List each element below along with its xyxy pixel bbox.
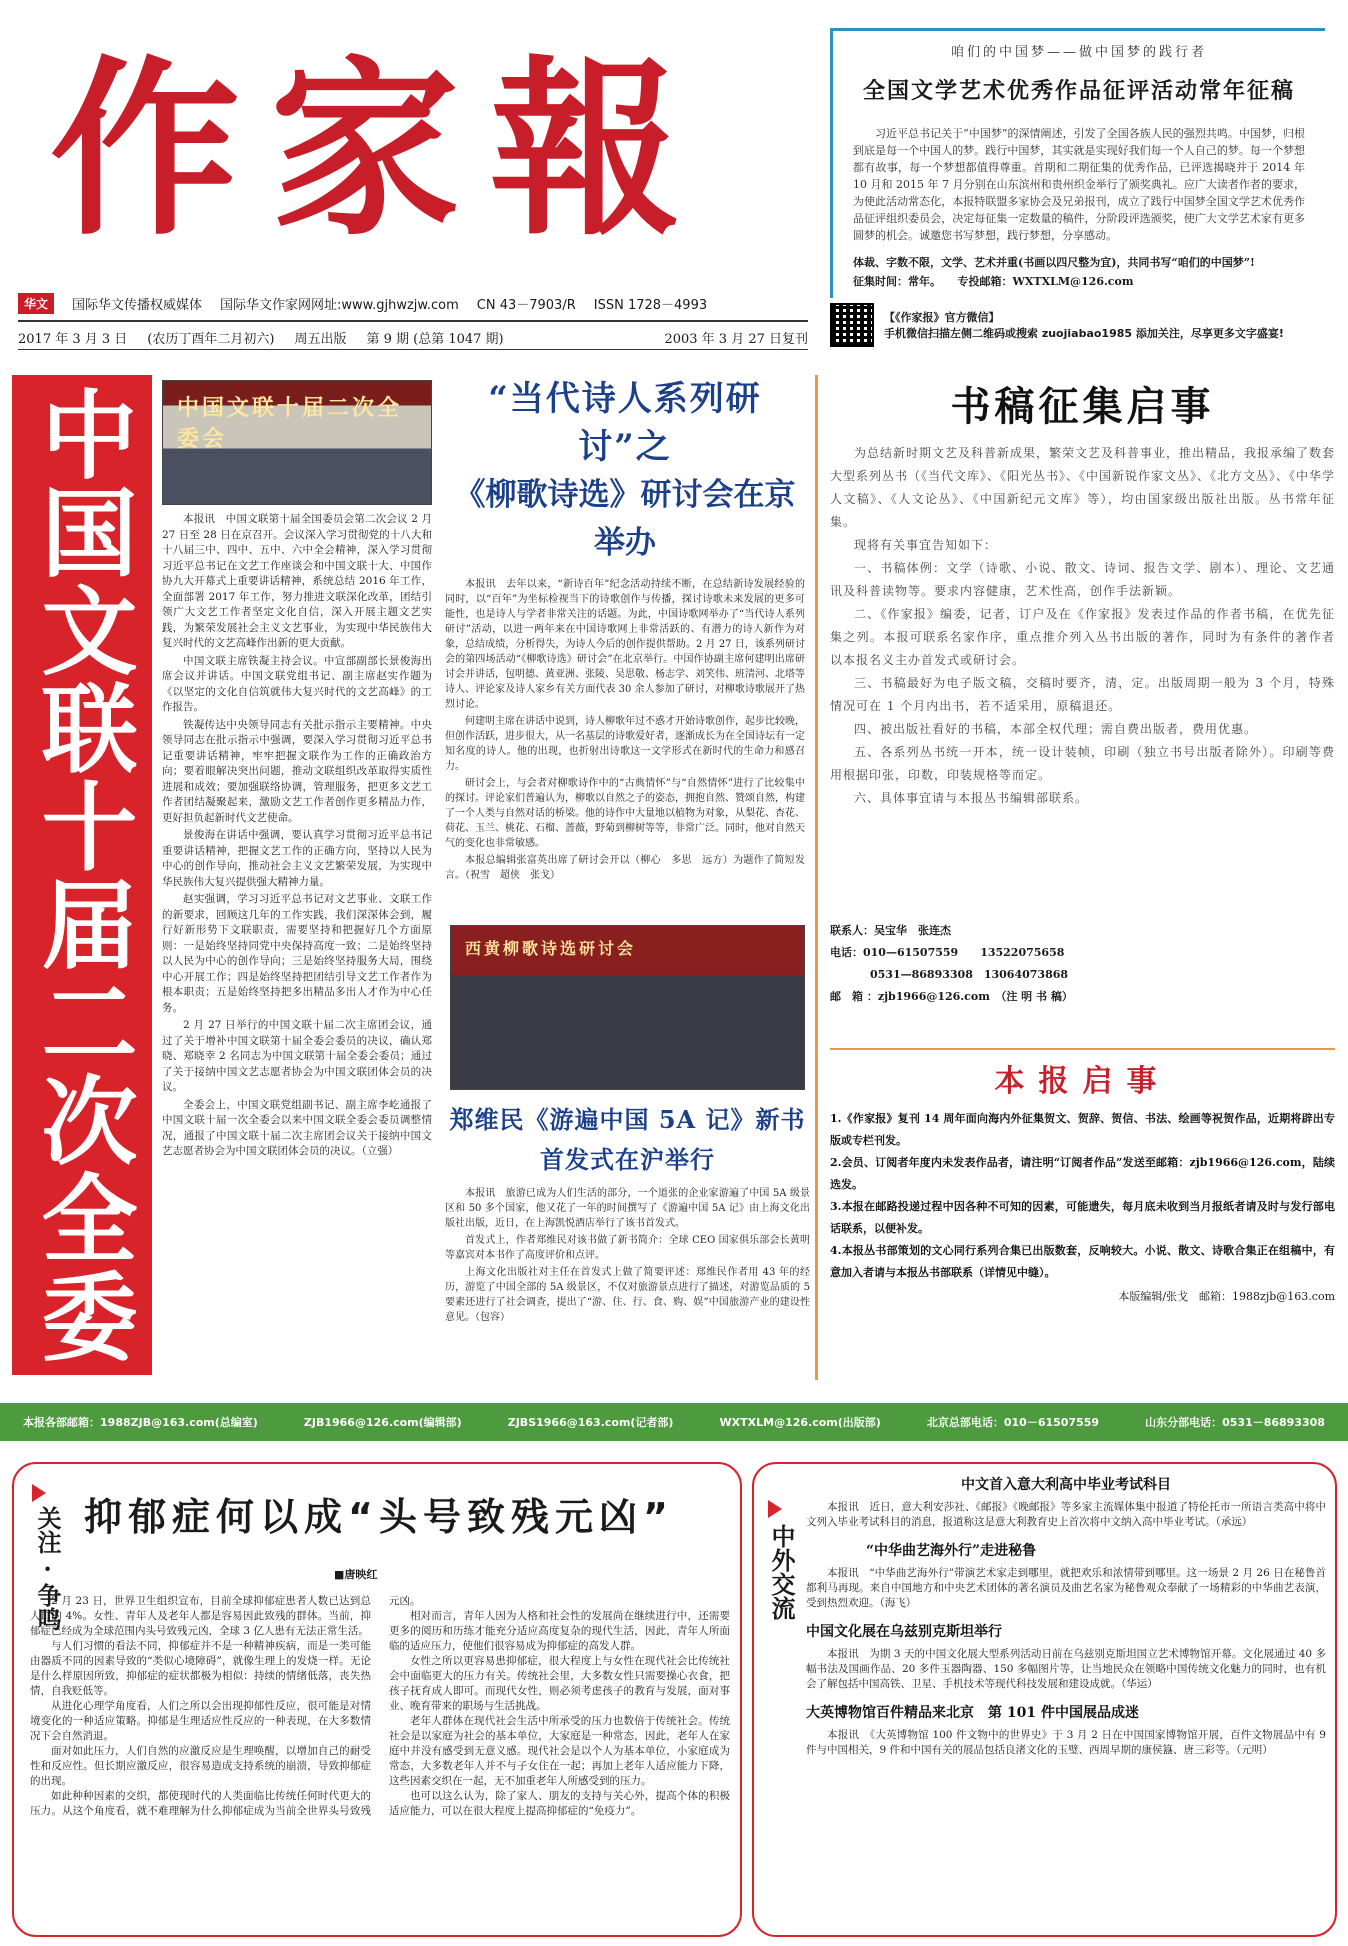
issue-number: 第 9 期 (总第 1047 期) [366, 332, 504, 347]
triangle-icon [768, 1500, 782, 1518]
exchange-headline: 中文首入意大利高中毕业考试科目 [961, 1477, 1171, 1493]
poetry-photo [450, 925, 805, 1090]
solicit-contact: 联系人：吴宝华 张连杰 [830, 924, 951, 937]
solicit-notice [830, 375, 1335, 1025]
qr-code-icon[interactable] [830, 303, 874, 347]
lead-photo [162, 380, 432, 505]
lunar-date: (农历丁酉年二月初六) [147, 332, 275, 347]
lead-paragraph: 赵实强调，学习习近平总书记对文艺事业、文联工作的新要求，回顾这几年的工作实践，我们深深体会到，履行好新形势下文联职责，需要坚持和把握好几个方面原则：一是始终坚持同党中央保持高度一致；二是始终坚持以人民为中心的创作导向；三是始终坚持服务大局，围绕中心开展工作；四是始终坚持把团结引导文艺工作者作为根本职责；五是始终坚持把多出精品多出人才作为中心任务。 [162, 893, 432, 1014]
poetry-article [445, 375, 805, 915]
book-launch-body [445, 1186, 810, 1411]
cn-number: CN 43－7903/R [476, 298, 576, 313]
promo-body: 习近平总书记关于“中国梦”的深情阐述，引发了全国各族人民的强烈共鸣。中国梦，归根到底是每一个中国人的梦。践行中国梦，其实就是实现好我们每一个人自己的梦。每一个梦想都有故事，每一个梦想都值得尊重。首期和二期征集的优秀作品，已评选揭晓并于 2014 年 10 月和 2015 年 7 月分别在山东滨州和贵州织金举行了颁奖典礼。应广大读者作者的要求，为使此活动常态化，本报特联盟多家协会及兄弟报刊，成立了践行中国梦全国文学艺术优秀作品征评组织委员会，决定每征集一定数量的稿件，分阶段评选颁奖，使广大文学艺术家有更多圆梦的机会。诚邀您书写梦想，践行梦想，分享感动。 [853, 127, 1305, 242]
poetry-headline-1: “当代诗人系列研讨”之 [488, 379, 762, 467]
notice-body [830, 1108, 1335, 1284]
solicit-phone-1: 电话：010—61507559 13522075658 [830, 946, 1065, 959]
publication-info [18, 293, 808, 314]
promo-email-note: 征集时间：常年。 专投邮箱：WXTXLM@126.com [853, 275, 1134, 288]
solicit-paragraph: 四、被出版社看好的书稿，本部全权代理；需自费出版者，费用优惠。 [854, 722, 1258, 736]
lead-paragraph: 中国文联主席铁凝主持会议。中宣部副部长景俊海出席会议并讲话。中国文联党组书记、副主席赵实作题为《以坚定的文化自信筑就伟大复兴时代的文艺高峰》的工作报告。 [162, 654, 432, 713]
solicit-paragraph: 现将有关事宜告知如下： [854, 538, 998, 552]
promo-box [830, 28, 1325, 298]
lead-paragraph: 铁凝传达中央领导同志有关批示指示主要精神。中央领导同志在批示指示中强调，要深入学习贯彻习近平总书记重要讲话精神，牢牢把握文联作为工作的正确政治方向；要着眼解决突出问题，推动文联组织改革取得实质性进展和成效；要加强联络协调，管理服务，把更多文艺工作者团结凝聚起来，激励文艺工作者创作更多精品力作，更好担负起新时代文艺使命。 [162, 718, 432, 824]
promo-note: 体裁、字数不限，文学、艺术并重(书画以四尺整为宜)，共同书写“咱们的中国梦”! [853, 256, 1255, 269]
exchange-headline: “中华曲艺海外行”走进秘鲁 [866, 1543, 1037, 1559]
book-launch-paragraph: 本报讯 旅游已成为人们生活的部分，一个道张的企业家游遍了中国 5A 级景区和 50 多个国家，他又花了一年的时间撰写了《游遍中国 5A 记》由上海文化出版社出版，近日，在上海凯悦酒店举行了该书首发式。 [445, 1188, 810, 1229]
lead-paragraph: 全委会上，中国文联党组副书记、副主席李屹通报了中国文联十届一次全委会以来中国文联全委会委员调整情况，通报了中国文联十届二次主席团会议关于接纳中国文艺志愿者协会为中国文联团体会员的决议。（立强） [162, 1098, 432, 1157]
lead-paragraph: 2 月 27 日举行的中国文联十届二次主席团会议，通过了关于增补中国文联第十届全委会委员的决议，确认郑晓、郑晓幸 2 名同志为中国文联第十届全委会委员；通过了关于接纳中国文艺志愿者协会为中国文联团体会员的决议。 [162, 1019, 432, 1093]
contact-item: 本报各部邮箱：1988ZJB@163.com(总编室) [23, 1416, 258, 1429]
issue-line [18, 320, 808, 350]
wechat-row [830, 300, 1330, 350]
exchange-text: 本报讯 近日，意大利安莎社、《邮报》《晚邮报》等多家主流媒体集中报道了特伦托市一所语言类高中将中文列入毕业考试科目的消息，报道称这是意大利教育史上首次将中文纳入高中毕业考试。（承远） [806, 1501, 1326, 1528]
contact-item: 山东分部电话：0531－86893308 [1145, 1416, 1325, 1429]
poetry-paragraph: 本报讯 去年以来，“新诗百年”纪念活动持续不断，在总结新诗发展经验的同时，以“百年”为坐标检视当下的诗歌创作与传播，探讨诗歌未来发展的更多可能性，也是诗人与学者非常关注的话题。为此，中国诗歌网举办了“当代诗人系列研讨”活动，以进一两年来在中国诗歌网上非常活跃的、有潜力的诗人新作为对象，总结成绩，分析得失，为诗人今后的创作提供帮助。2 月 27 日，该系列研讨会的第四场活动“《柳歌诗选》研讨会”在北京举行。中国作协副主席何建明出席研讨会并讲话，包明德、黄亚洲、张陵、吴思敬、杨志学、刘笑伟、班清河、北塔等诗人、评论家及诗人家乡有关方面代表 30 余人参加了研讨，对柳歌诗歌展开了热烈讨论。 [445, 579, 805, 710]
contact-item: WXTXLM@126.com(出版部) [719, 1416, 881, 1429]
notice-title: 本报启事 [994, 1064, 1171, 1099]
lead-photo-caption: 中国文联十届二次全委会 [177, 396, 403, 452]
depression-paragraph: 女性之所以更容易患抑郁症，很大程度上与女性在现代社会比传统社会中面临更大的压力有关。传统社会里，大多数女性只需要操心衣食，把孩子抚育成人即可。而现代女性，则必须考虑孩子的教育与发展，面对事业、晚育带来的职场与生活挑战。 [389, 1655, 730, 1712]
contact-item: ZJBS1966@163.com(记者部) [507, 1416, 674, 1429]
depression-paragraph: 与人们习惯的看法不同，抑郁症并不是一种精神疾病，而是一类可能由器质不同的因素导致的“类似心境障碍”，就像生理上的发烧一样。无论是什么样原因所致，抑郁症的症状都极为相似：持续的情绪低落，丧失热情，自我贬低等。 [30, 1640, 371, 1697]
contact-bar [0, 1403, 1348, 1441]
exchange-headline: 大英博物馆百件精品来北京 第 101 件中国展品成迷 [806, 1705, 1139, 1721]
depression-paragraph: 从进化心理学角度看，人们之所以会出现抑郁性反应，很可能是对情境变化的一种适应策略。抑郁是生理适应性反应的一种表现，在大多数情况下会自然消退。 [30, 1700, 371, 1742]
solicit-paragraph: 五、各系列丛书统一开本，统一设计装帧，印刷（独立书号出版者除外）。印刷等费用根据印张，印数，印装规格等而定。 [830, 745, 1335, 782]
masthead [0, 0, 1348, 370]
book-launch-article [445, 1100, 810, 1380]
book-launch-headline: 郑维民《游遍中国 5A 记》新书首发式在沪举行 [449, 1105, 806, 1174]
notice-item: 2.会员、订阅者年度内未发表作品者，请注明“订阅者作品”发送至邮箱：zjb1966@126.com，陆续选发。 [830, 1156, 1335, 1191]
lead-headline: 中国文联十届二次全委 [12, 375, 152, 1375]
depression-section [12, 1462, 742, 1937]
solicit-email[interactable]: 邮 箱 ：zjb1966@126.com （注 明 书 稿） [830, 990, 1073, 1003]
wechat-title: 【《作家报》官方微信】 [884, 311, 1000, 324]
poetry-paragraph: 何建明主席在讲话中说到，诗人柳歌年过不惑才开始诗歌创作，起步比较晚，但创作活跃，进步很大，从一名基层的诗歌爱好者，逐渐成长为在全国诗坛有一定知名度的诗人。他的出现，也折射出诗歌这一文学形式在新时代的生命力和感召力。 [445, 716, 805, 772]
notice-item: 4.本报丛书部策划的文心同行系列合集已出版数套，反响较大。小说、散文、诗歌合集正在组稿中，有意加入者请与本报丛书部联系（详情见中缝）。 [830, 1244, 1335, 1279]
poetry-photo-caption: 西黄柳歌诗选研讨会 [465, 939, 637, 958]
lead-article [162, 512, 432, 1377]
weekday: 周五出版 [294, 332, 347, 347]
poetry-paragraph: 本报总编辑张富英出席了研讨会开以（柳心 多思 远方）为题作了简短发言。（祝雪 超侠 张戈） [445, 855, 805, 881]
solicit-paragraph: 二、《作家报》编委，记者，订户及在《作家报》发表过作品的作者书稿，在优先征集之列。本报可联系名家作序，重点推介列入丛书出版的著作，同时为有条件的著作者以本报名义主办首发式或研讨会。 [830, 607, 1335, 667]
solicit-paragraph: 为总结新时期文艺及科普新成果，繁荣文艺及科普事业，推出精品，我报承编了数套大型系列丛书（《当代文库》、《阳光丛书》、《中国新锐作家文丛》、《北方文丛》、《中华学人文稿》、《人文论丛》、《中国新纪元文库》等），均由国家级出版社出版。丛书常年征集。 [830, 446, 1335, 529]
exchange-text: 本报讯 《大英博物馆 100 件文物中的世界史》于 3 月 2 日在中国国家博物馆开展，百件文物展品中有 9 件与中国相关，9 件和中国有关的展品包括良渚文化的玉璧、西周早期的康侯簋、唐三彩等。（元明） [806, 1729, 1326, 1756]
exchange-text: 本报讯 为期 3 天的中国文化展大型系列活动日前在乌兹别克斯坦国立艺术博物馆开幕。文化展通过 40 多幅书法及国画作品、20 多件玉器陶器、150 多幅图片等，让当地民众在领略中国传统文化魅力的同时，也有机会了解包括中国高铁、卫星、手机技术等现代科技发展和建设成就。（华运） [806, 1648, 1326, 1690]
depression-body [30, 1594, 730, 1924]
solicit-title: 书稿征集启事 [950, 383, 1215, 430]
wechat-text: 手机微信扫描左侧二维码或搜索 zuojiabao1985 添加关注，尽享更多文字盛宴! [884, 327, 1284, 340]
notice-box [830, 1048, 1335, 1383]
solicit-body [830, 442, 1335, 912]
exchange-section [752, 1462, 1337, 1937]
section-tag: 中外交流 [767, 1524, 796, 1620]
issue-date: 2017 年 3 月 3 日 [18, 332, 128, 347]
lead-paragraph: 景俊海在讲话中强调，要认真学习贯彻习近平总书记重要讲话精神，把握文艺工作的正确方向，坚持以人民为中心的创作导向，推动社会主义文艺繁荣发展，为实现中华民族伟大复兴提供强大精神力量。 [162, 829, 432, 888]
org-badge: 华文 [18, 293, 54, 314]
page-editor: 本版编辑/张戈 邮箱：1988zjb@163.com [1118, 1290, 1335, 1303]
poetry-paragraph: 研讨会上，与会者对柳歌诗作中的“古典情怀”与“自然情怀”进行了比较集中的探讨。评论家们普遍认为，柳歌以自然之子的姿态，拥抱自然、赞颂自然，构建了一个人类与自然对话的桥梁。他的诗作中大量地以植物为对象，从梨花、杏花、荷花、玉兰、桃花、石榴、蔷薇，野菊到柳树等等，非常广泛。同时，他对自然天气的变化也非常敏感。 [445, 778, 805, 849]
section-tag: 关注·争鸣 [33, 1506, 62, 1631]
triangle-icon [32, 1484, 46, 1502]
exchange-text: 本报讯 “中华曲艺海外行”带演艺术家走到哪里，就把欢乐和浓情带到哪里。这一场景 2 月 26 日在秘鲁首都利马再现。来自中国地方和中央艺术团体的著名演员及曲艺名家为秘鲁观众奉献了一场精彩的中华曲艺表演，受到热烈欢迎。（海飞） [806, 1567, 1326, 1609]
solicit-phone-2: 0531—86893308 13064073868 [870, 968, 1069, 981]
book-launch-paragraph: 上海文化出版社对主任在首发式上做了简要评述：郑维民作者用 43 年的经历，游览了中国全部的 5A 级景区，不仅对旅游景点进行了描述，对游览品质的 5 要素还进行了社会调查，提出了“游、住、行、食、购、娱”中国旅游产业的建设性意见。（包容） [445, 1267, 810, 1323]
exchange-headline: 中国文化展在乌兹别克斯坦举行 [806, 1624, 1002, 1640]
promo-subtitle: 咱们的中国梦——做中国梦的践行者 [950, 45, 1207, 60]
book-launch-paragraph: 首发式上，作者郑维民对该书做了新书简介：全球 CEO 国家俱乐部会长黄明等嘉宾对本书作了高度评价和点评。 [445, 1235, 810, 1261]
depression-paragraph: 如此种种因素的交织，都使现时代的人类面临比传统任何时代更大的压力。从这个角度看，就不难理解为什么抑郁症成为当前全世界头号致残元凶。 [30, 1595, 421, 1817]
newspaper-logo: 作家報 [50, 38, 711, 261]
column-divider [815, 375, 818, 1380]
depression-paragraph: 面对如此压力，人们自然的应激反应是生理唤醒，以增加自己的耐受性和反应性。但长期应激反应，很容易造成支持系统的崩溃，导致抑郁症的出现。 [30, 1745, 371, 1787]
org-name: 国际华文传播权威媒体 [72, 298, 203, 313]
issn-number: ISSN 1728－4993 [593, 298, 708, 313]
exchange-list [806, 1474, 1326, 1929]
notice-item: 3.本报在邮路投递过程中因各种不可知的因素，可能遗失，每月底未收到当月报纸者请及时与发行部电话联系，以便补发。 [830, 1200, 1335, 1235]
website-link[interactable]: 国际华文作家网网址:www.gjhwzjw.com [220, 298, 459, 313]
depression-headline: 抑郁症何以成“头号致残元凶” [84, 1495, 674, 1539]
solicit-paragraph: 一、书稿体例：文学（诗歌、小说、散文、诗词、报告文学、剧本）、理论、文艺通讯及科普读物等。要求内容健康，艺术性高，创作手法新颖。 [830, 561, 1335, 598]
promo-title: 全国文学艺术优秀作品征评活动常年征稿 [862, 78, 1295, 104]
depression-paragraph: 相对而言，青年人因为人格和社会性的发展尚在继续进行中，还需要更多的阅历和历练才能充分适应高度复杂的现代生活，因此，青年人所面临的适应压力，使他们很容易成为抑郁症的高发人群。 [389, 1610, 730, 1652]
contact-item: 北京总部电话：010－61507559 [926, 1416, 1100, 1429]
poetry-headline-2: 《柳歌诗选》研讨会在京举办 [454, 477, 796, 561]
depression-paragraph: 也可以这么认为，除了家人、朋友的支持与关心外，提高个体的积极适应能力，可以在很大程度上提高抑郁症的“免疫力”。 [389, 1790, 730, 1817]
solicit-paragraph: 三、书稿最好为电子版文稿，交稿时要齐，清，定。出版周期一般为 3 个月，特殊情况可在 1 个月内出书，若不适采用，原稿退还。 [830, 676, 1335, 713]
lead-paragraph: 本报讯 中国文联第十届全国委员会第二次会议 2 月 27 日至 28 日在京召开。会议深入学习贯彻党的十八大和十八届三中、四中、五中、六中全会精神，深入学习贯彻习近平总书记在文艺工作座谈会和中国文联十大、中国作协九大开幕式上重要讲话精神，系统总结 2016 年工作，全面部署 2017 年工作，努力推进文联深化改革，团结引领广大文艺工作者坚定文化自信，深入开展主题文艺实践，为繁荣发展社会主义文艺事业，为实现中华民族伟大复兴时代的文艺高峰作出新的更大贡献。 [162, 513, 432, 649]
reissue-date: 2003 年 3 月 27 日复刊 [664, 332, 808, 347]
depression-paragraph: 老年人群体在现代社会生活中所承受的压力也数倍于传统社会。传统社会是以家庭为社会的基本单位，大家庭是一种常态，因此，老年人在家庭中并没有感受到无意义感。现代社会是以个人为基本单位，小家庭成为常态，大多数老年人并不与子女住在一起；再加上老年人适应能力下降，这些因素交织在一起，无不加重老年人所感受到的压力。 [389, 1715, 730, 1787]
depression-author: ■唐映红 [334, 1568, 378, 1581]
notice-item: 1.《作家报》复刊 14 周年面向海内外征集贺文、贺辞、贺信、书法、绘画等祝贺作品，近期将辟出专版或专栏刊发。 [830, 1112, 1335, 1147]
solicit-paragraph: 六、具体事宜请与本报丛书编辑部联系。 [854, 791, 1089, 805]
contact-item: ZJB1966@126.com(编辑部) [303, 1416, 462, 1429]
depression-paragraph: 2 月 23 日，世界卫生组织宣布，目前全球抑郁症患者人数已达到总人口的 4%。女性、青年人及老年人都是容易因此致残的群体。当前，抑郁症已经成为全球范围内头号致残元凶，全球 3 亿人患有无法正常生活。 [30, 1595, 371, 1637]
